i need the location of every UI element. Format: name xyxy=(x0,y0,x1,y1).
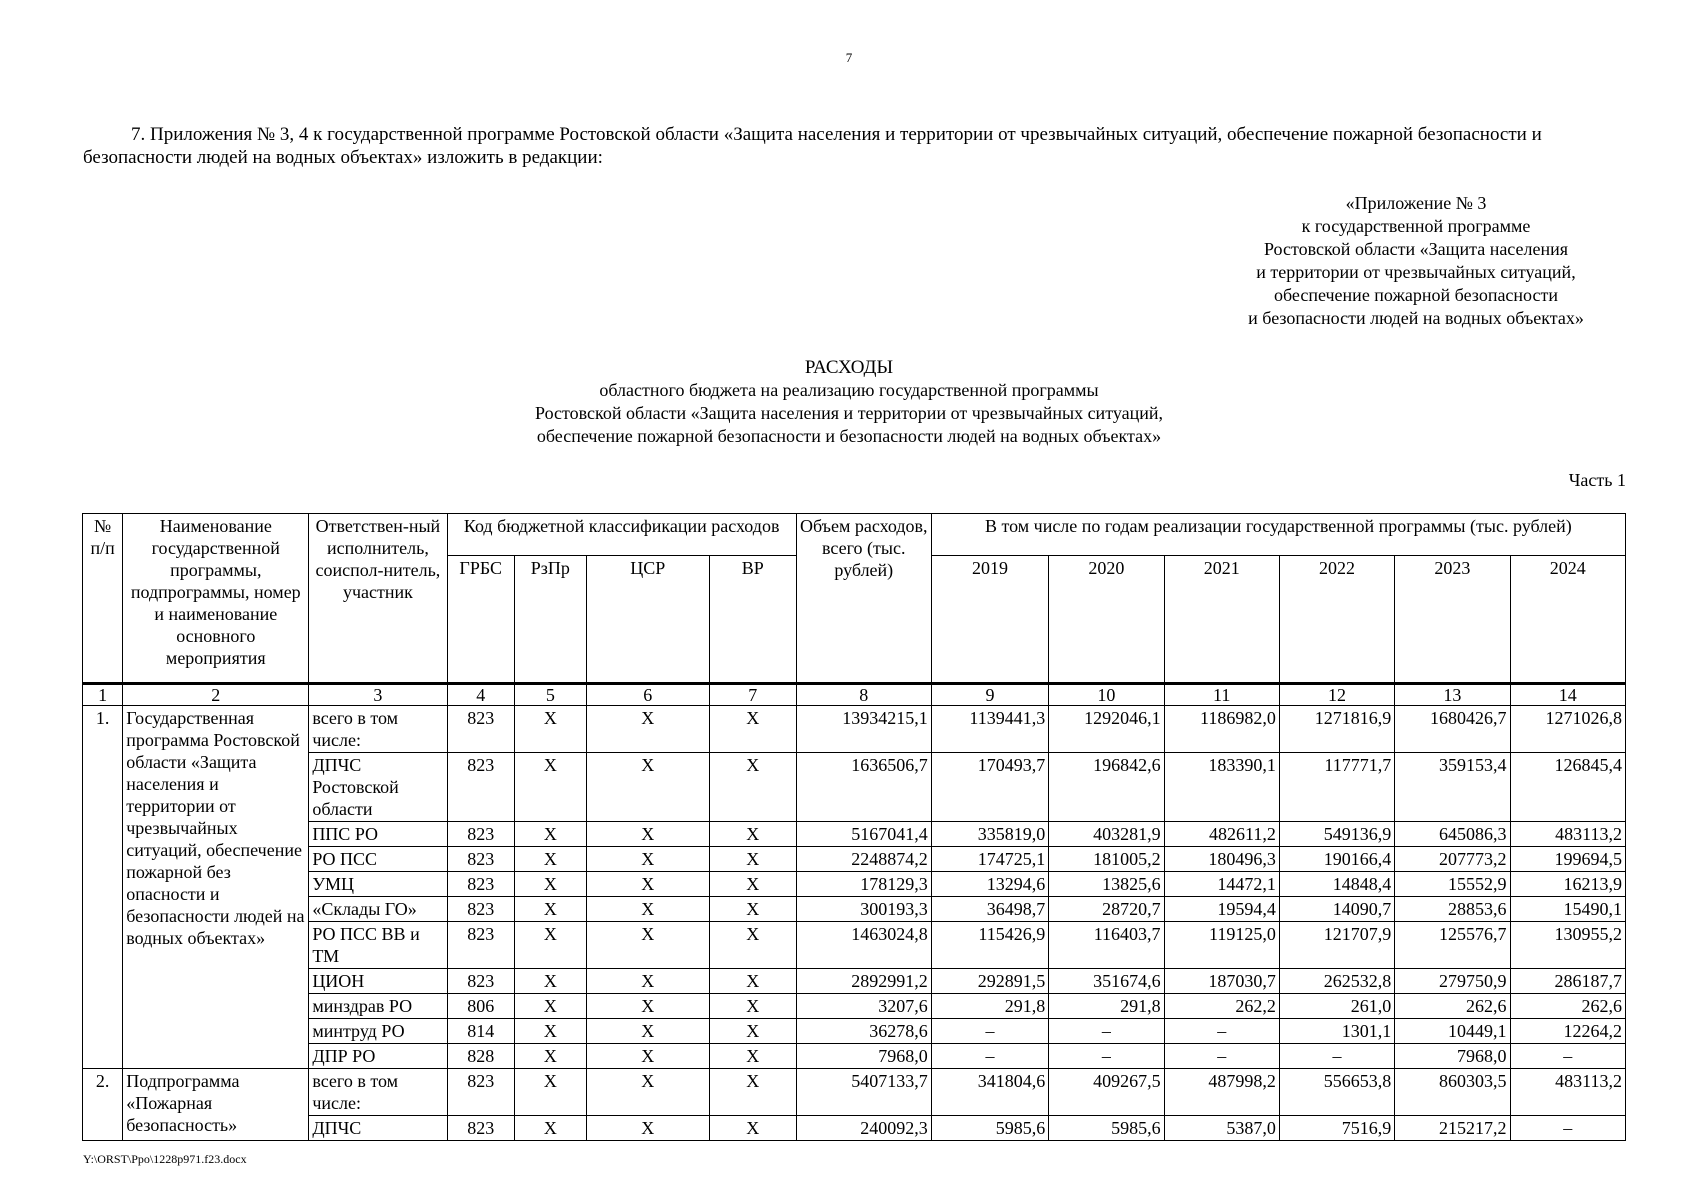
csr-cell: Х xyxy=(586,706,709,753)
header-executor: Ответствен-ный исполнитель, соиспол-нитель, участник xyxy=(309,514,447,684)
appendix-line: обеспечение пожарной безопасности xyxy=(1273,285,1558,305)
rzpr-cell: Х xyxy=(514,897,586,922)
executor-cell: ЦИОН xyxy=(309,969,447,994)
appendix-line: «Приложение № 3 xyxy=(1345,193,1487,213)
year-2022-cell: 262532,8 xyxy=(1279,969,1394,994)
table-row xyxy=(83,1069,1626,1116)
total-cell: 240092,3 xyxy=(796,1116,931,1141)
header-vr: ВР xyxy=(709,556,796,684)
year-2019-cell: 292891,5 xyxy=(931,969,1049,994)
grbs-cell: 828 xyxy=(447,1044,514,1069)
executor-cell: минздрав РО xyxy=(309,994,447,1019)
executor-cell: ДПЧС Ростовской области xyxy=(309,753,447,822)
file-path-footer: Y:\ORST\Ppo\1228p971.f23.docx xyxy=(83,1152,247,1166)
year-2024-cell: – xyxy=(1510,1116,1625,1141)
year-2019-cell: 291,8 xyxy=(931,994,1049,1019)
year-2024-cell: 126845,4 xyxy=(1510,753,1625,822)
year-2023-cell: 7968,0 xyxy=(1395,1044,1510,1069)
year-2023-cell: 15552,9 xyxy=(1395,872,1510,897)
vr-cell: Х xyxy=(709,753,796,822)
heading-line: обеспечение пожарной безопасности и безопасности людей на водных объектах» xyxy=(536,426,1162,446)
year-2020-cell: 291,8 xyxy=(1049,994,1164,1019)
csr-cell: Х xyxy=(586,1019,709,1044)
year-2023-cell: 1680426,7 xyxy=(1395,706,1510,753)
year-2019-cell: – xyxy=(931,1044,1049,1069)
rzpr-cell: Х xyxy=(514,847,586,872)
header-rzpr: РзПр xyxy=(514,556,586,684)
executor-cell: «Склады ГО» xyxy=(309,897,447,922)
year-2023-cell: 215217,2 xyxy=(1395,1116,1510,1141)
executor-cell: УМЦ xyxy=(309,872,447,897)
grbs-cell: 823 xyxy=(447,922,514,969)
rzpr-cell: Х xyxy=(514,1044,586,1069)
table-row xyxy=(83,994,1626,1019)
header-year: 2019 xyxy=(931,556,1049,684)
part-label: Часть 1 xyxy=(1568,470,1626,490)
year-2024-cell: 199694,5 xyxy=(1510,847,1625,872)
year-2021-cell: 262,2 xyxy=(1164,994,1279,1019)
rzpr-cell: Х xyxy=(514,922,586,969)
year-2019-cell: 335819,0 xyxy=(931,822,1049,847)
table-row xyxy=(83,1019,1626,1044)
year-2024-cell: 483113,2 xyxy=(1510,1069,1625,1116)
year-2023-cell: 359153,4 xyxy=(1395,753,1510,822)
year-2020-cell: – xyxy=(1049,1019,1164,1044)
year-2021-cell: 187030,7 xyxy=(1164,969,1279,994)
rzpr-cell: Х xyxy=(514,1019,586,1044)
year-2022-cell: – xyxy=(1279,1044,1394,1069)
year-2020-cell: 5985,6 xyxy=(1049,1116,1164,1141)
page-number: 7 xyxy=(845,50,853,65)
csr-cell: Х xyxy=(586,872,709,897)
csr-cell: Х xyxy=(586,847,709,872)
executor-cell: ДПР РО xyxy=(309,1044,447,1069)
rzpr-cell: Х xyxy=(514,1116,586,1141)
row-number: 1. xyxy=(83,706,123,1069)
appendix-line: и территории от чрезвычайных ситуаций, xyxy=(1256,262,1576,282)
vr-cell: Х xyxy=(709,922,796,969)
vr-cell: Х xyxy=(709,847,796,872)
column-number: 7 xyxy=(709,684,796,706)
total-cell: 1636506,7 xyxy=(796,753,931,822)
total-cell: 178129,3 xyxy=(796,872,931,897)
header-name: Наименование государственной программы, подпрограммы, номер и наименование основного мероприятия xyxy=(123,514,309,684)
grbs-cell: 823 xyxy=(447,969,514,994)
year-2023-cell: 279750,9 xyxy=(1395,969,1510,994)
year-2023-cell: 28853,6 xyxy=(1395,897,1510,922)
year-2020-cell: 351674,6 xyxy=(1049,969,1164,994)
executor-cell: всего в том числе: xyxy=(309,706,447,753)
table-row xyxy=(83,847,1626,872)
grbs-cell: 823 xyxy=(447,847,514,872)
year-2024-cell: 12264,2 xyxy=(1510,1019,1625,1044)
year-2019-cell: 341804,6 xyxy=(931,1069,1049,1116)
heading-title: РАСХОДЫ xyxy=(804,357,894,378)
rzpr-cell: Х xyxy=(514,753,586,822)
year-2023-cell: 860303,5 xyxy=(1395,1069,1510,1116)
rzpr-cell: Х xyxy=(514,706,586,753)
total-cell: 5167041,4 xyxy=(796,822,931,847)
header-year: 2020 xyxy=(1049,556,1164,684)
header-volume: Объем расходов, всего (тыс. рублей) xyxy=(796,514,931,684)
year-2022-cell: 121707,9 xyxy=(1279,922,1394,969)
total-cell: 2892991,2 xyxy=(796,969,931,994)
year-2022-cell: 14848,4 xyxy=(1279,872,1394,897)
csr-cell: Х xyxy=(586,922,709,969)
year-2024-cell: 1271026,8 xyxy=(1510,706,1625,753)
column-number: 10 xyxy=(1049,684,1164,706)
header-csr: ЦСР xyxy=(586,556,709,684)
year-2022-cell: 549136,9 xyxy=(1279,822,1394,847)
grbs-cell: 823 xyxy=(447,872,514,897)
heading-line: Ростовской области «Защита населения и территории от чрезвычайных ситуаций, xyxy=(535,403,1163,423)
table-row xyxy=(83,822,1626,847)
year-2022-cell: 7516,9 xyxy=(1279,1116,1394,1141)
executor-cell: РО ПСС ВВ и ТМ xyxy=(309,922,447,969)
executor-cell: РО ПСС xyxy=(309,847,447,872)
grbs-cell: 823 xyxy=(447,1116,514,1141)
year-2024-cell: 262,6 xyxy=(1510,994,1625,1019)
grbs-cell: 823 xyxy=(447,822,514,847)
csr-cell: Х xyxy=(586,897,709,922)
year-2024-cell: 286187,7 xyxy=(1510,969,1625,994)
year-2024-cell: 130955,2 xyxy=(1510,922,1625,969)
year-2020-cell: 13825,6 xyxy=(1049,872,1164,897)
year-2021-cell: 180496,3 xyxy=(1164,847,1279,872)
csr-cell: Х xyxy=(586,994,709,1019)
grbs-cell: 814 xyxy=(447,1019,514,1044)
year-2024-cell: 16213,9 xyxy=(1510,872,1625,897)
year-2020-cell: 403281,9 xyxy=(1049,822,1164,847)
year-2021-cell: 5387,0 xyxy=(1164,1116,1279,1141)
appendix-line: к государственной программе xyxy=(1301,216,1531,236)
year-2019-cell: 115426,9 xyxy=(931,922,1049,969)
total-cell: 2248874,2 xyxy=(796,847,931,872)
year-2023-cell: 10449,1 xyxy=(1395,1019,1510,1044)
table-row xyxy=(83,1116,1626,1141)
header-grbs: ГРБС xyxy=(447,556,514,684)
year-2019-cell: 1139441,3 xyxy=(931,706,1049,753)
year-2021-cell: 14472,1 xyxy=(1164,872,1279,897)
appendix-line: Ростовской области «Защита населения xyxy=(1263,239,1569,259)
vr-cell: Х xyxy=(709,1116,796,1141)
table-row xyxy=(83,706,1626,753)
column-number: 8 xyxy=(796,684,931,706)
year-2022-cell: 1271816,9 xyxy=(1279,706,1394,753)
total-cell: 3207,6 xyxy=(796,994,931,1019)
year-2020-cell: 196842,6 xyxy=(1049,753,1164,822)
total-cell: 13934215,1 xyxy=(796,706,931,753)
header-year: 2023 xyxy=(1395,556,1510,684)
grbs-cell: 823 xyxy=(447,1069,514,1116)
year-2021-cell: – xyxy=(1164,1019,1279,1044)
csr-cell: Х xyxy=(586,1044,709,1069)
year-2020-cell: 181005,2 xyxy=(1049,847,1164,872)
header-year: 2021 xyxy=(1164,556,1279,684)
column-number: 9 xyxy=(931,684,1049,706)
column-number: 14 xyxy=(1510,684,1625,706)
heading-line: областного бюджета на реализацию государственной программы xyxy=(599,380,1099,400)
year-2021-cell: 487998,2 xyxy=(1164,1069,1279,1116)
vr-cell: Х xyxy=(709,994,796,1019)
year-2019-cell: 174725,1 xyxy=(931,847,1049,872)
grbs-cell: 823 xyxy=(447,706,514,753)
header-year: 2024 xyxy=(1510,556,1625,684)
vr-cell: Х xyxy=(709,706,796,753)
year-2022-cell: 1301,1 xyxy=(1279,1019,1394,1044)
year-2021-cell: 183390,1 xyxy=(1164,753,1279,822)
year-2021-cell: 19594,4 xyxy=(1164,897,1279,922)
year-2024-cell: 483113,2 xyxy=(1510,822,1625,847)
header-years: В том числе по годам реализации государственной программы (тыс. рублей) xyxy=(931,514,1625,556)
program-name: Подпрограмма «Пожарная безопасность» xyxy=(123,1069,309,1141)
rzpr-cell: Х xyxy=(514,872,586,897)
year-2024-cell: – xyxy=(1510,1044,1625,1069)
total-cell: 7968,0 xyxy=(796,1044,931,1069)
executor-cell: ДПЧС xyxy=(309,1116,447,1141)
year-2022-cell: 556653,8 xyxy=(1279,1069,1394,1116)
rzpr-cell: Х xyxy=(514,969,586,994)
vr-cell: Х xyxy=(709,1019,796,1044)
column-number: 13 xyxy=(1395,684,1510,706)
executor-cell: ППС РО xyxy=(309,822,447,847)
year-2021-cell: – xyxy=(1164,1044,1279,1069)
table-row xyxy=(83,1044,1626,1069)
rzpr-cell: Х xyxy=(514,1069,586,1116)
table-row xyxy=(83,969,1626,994)
header-num: № п/п xyxy=(83,514,123,684)
year-2021-cell: 119125,0 xyxy=(1164,922,1279,969)
year-2022-cell: 261,0 xyxy=(1279,994,1394,1019)
column-number: 11 xyxy=(1164,684,1279,706)
year-2020-cell: 28720,7 xyxy=(1049,897,1164,922)
year-2019-cell: 170493,7 xyxy=(931,753,1049,822)
grbs-cell: 806 xyxy=(447,994,514,1019)
header-budget-code: Код бюджетной классификации расходов xyxy=(447,514,796,556)
vr-cell: Х xyxy=(709,822,796,847)
year-2019-cell: 5985,6 xyxy=(931,1116,1049,1141)
intro-paragraph: 7. Приложения № 3, 4 к государственной программе Ростовской области «Защита населения и территории от чрезвычайных ситуаций, обеспечение пожарной безопасности и безопасности людей на водных объектах» изложить в редакции: xyxy=(83,124,1542,168)
grbs-cell: 823 xyxy=(447,897,514,922)
executor-cell: минтруд РО xyxy=(309,1019,447,1044)
year-2019-cell: – xyxy=(931,1019,1049,1044)
column-number: 3 xyxy=(309,684,447,706)
document-heading xyxy=(0,356,1698,448)
year-2022-cell: 14090,7 xyxy=(1279,897,1394,922)
vr-cell: Х xyxy=(709,969,796,994)
rzpr-cell: Х xyxy=(514,822,586,847)
table-row xyxy=(83,753,1626,822)
year-2019-cell: 36498,7 xyxy=(931,897,1049,922)
column-number: 5 xyxy=(514,684,586,706)
program-name: Государственная программа Ростовской области «Защита населения и территории от чрезвычайных ситуаций, обеспечение пожарной без опасности и безопасности людей на водных объектах» xyxy=(123,706,309,1069)
column-number: 2 xyxy=(123,684,309,706)
column-number: 4 xyxy=(447,684,514,706)
table-row xyxy=(83,922,1626,969)
csr-cell: Х xyxy=(586,753,709,822)
total-cell: 36278,6 xyxy=(796,1019,931,1044)
appendix-line: и безопасности людей на водных объектах» xyxy=(1248,308,1584,328)
grbs-cell: 823 xyxy=(447,753,514,822)
rzpr-cell: Х xyxy=(514,994,586,1019)
csr-cell: Х xyxy=(586,969,709,994)
appendix-note xyxy=(1206,192,1626,330)
year-2020-cell: 1292046,1 xyxy=(1049,706,1164,753)
table-row xyxy=(83,897,1626,922)
csr-cell: Х xyxy=(586,1116,709,1141)
header-year: 2022 xyxy=(1279,556,1394,684)
year-2023-cell: 207773,2 xyxy=(1395,847,1510,872)
year-2022-cell: 190166,4 xyxy=(1279,847,1394,872)
csr-cell: Х xyxy=(586,822,709,847)
column-number-row xyxy=(83,684,1626,706)
year-2022-cell: 117771,7 xyxy=(1279,753,1394,822)
vr-cell: Х xyxy=(709,1044,796,1069)
column-number: 6 xyxy=(586,684,709,706)
year-2019-cell: 13294,6 xyxy=(931,872,1049,897)
year-2020-cell: – xyxy=(1049,1044,1164,1069)
expenses-table xyxy=(82,513,1626,1141)
executor-cell: всего в том числе: xyxy=(309,1069,447,1116)
vr-cell: Х xyxy=(709,1069,796,1116)
year-2020-cell: 116403,7 xyxy=(1049,922,1164,969)
table-row xyxy=(83,872,1626,897)
vr-cell: Х xyxy=(709,872,796,897)
year-2023-cell: 645086,3 xyxy=(1395,822,1510,847)
year-2021-cell: 482611,2 xyxy=(1164,822,1279,847)
column-number: 12 xyxy=(1279,684,1394,706)
total-cell: 1463024,8 xyxy=(796,922,931,969)
csr-cell: Х xyxy=(586,1069,709,1116)
year-2024-cell: 15490,1 xyxy=(1510,897,1625,922)
column-number: 1 xyxy=(83,684,123,706)
row-number: 2. xyxy=(83,1069,123,1141)
year-2021-cell: 1186982,0 xyxy=(1164,706,1279,753)
vr-cell: Х xyxy=(709,897,796,922)
year-2023-cell: 125576,7 xyxy=(1395,922,1510,969)
year-2020-cell: 409267,5 xyxy=(1049,1069,1164,1116)
total-cell: 5407133,7 xyxy=(796,1069,931,1116)
year-2023-cell: 262,6 xyxy=(1395,994,1510,1019)
total-cell: 300193,3 xyxy=(796,897,931,922)
